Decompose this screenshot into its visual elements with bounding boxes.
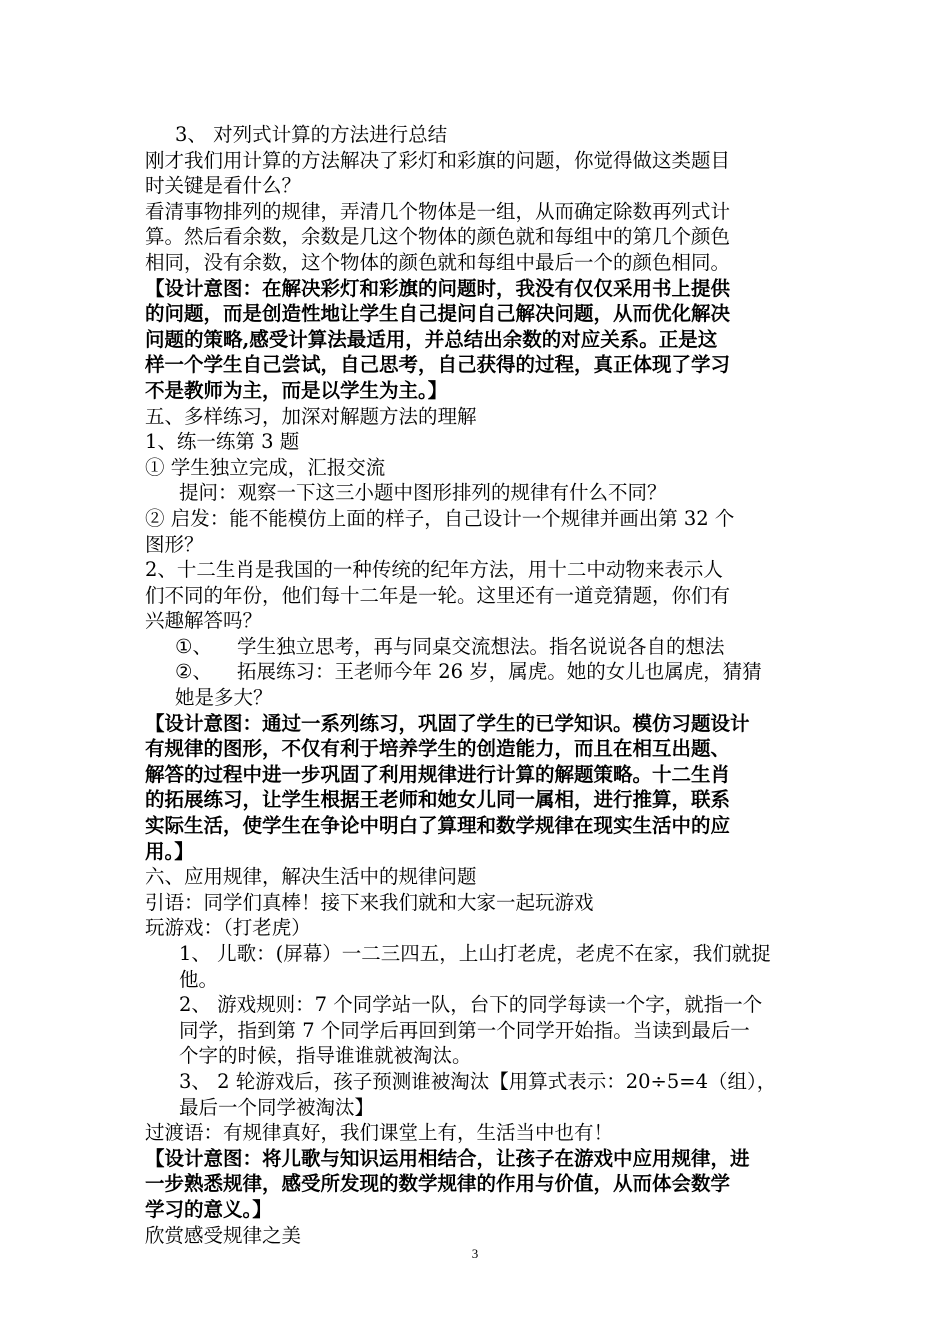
list-item: 1、 儿歌：(屏幕）一二三四五，上山打老虎，老虎不在家，我们就捉 (179, 942, 771, 965)
list-item (145, 634, 815, 660)
list-item: 她是多大？ (175, 686, 273, 710)
design-intent-note: 【设计意图：将儿歌与知识运用相结合，让孩子在游戏中应用规律，进 (145, 1146, 750, 1170)
paragraph: 刚才我们用计算的方法解决了彩灯和彩旗的问题，你觉得做这类题目 (145, 148, 731, 172)
list-item: 最后一个同学被淘汰】 (179, 1095, 375, 1119)
list-item: 兴趣解答吗？ (145, 609, 263, 633)
design-intent-note: 的问题，而是创造性地让学生自己提问自己解决问题，从而优化解决 (145, 302, 731, 326)
list-item: 提问：观察一下这三小题中图形排列的规律有什么不同？ (179, 481, 667, 505)
design-intent-note: 一步熟悉规律，感受所发现的数学规律的作用与价值，从而体会数学 (145, 1172, 731, 1196)
list-marker: ①、 (175, 634, 212, 658)
paragraph: 欣赏感受规律之美 (145, 1223, 302, 1247)
list-item: 他。 (179, 967, 219, 991)
list-item: ① 学生独立完成，汇报交流 (145, 455, 386, 479)
design-intent-note: 实际生活，使学生在争论中明白了算理和数学规律在现实生活中的应 (145, 814, 731, 838)
design-intent-note: 有规律的图形，不仅有利于培养学生的创造能力，而且在相互出题、 (145, 737, 731, 761)
list-text: 拓展练习：王老师今年 26 岁，属虎。她的女儿也属虎，猜猜 (237, 660, 762, 684)
list-item: 们不同的年份，他们每十二年是一轮。这里还有一道竞猜题，你们有 (145, 583, 731, 607)
heading-summary: 3、 对列式计算的方法进行总结 (175, 123, 448, 146)
list-item: 2、十二生肖是我国的一种传统的纪年方法，用十二中动物来表示人 (145, 558, 723, 582)
list-item (145, 659, 815, 685)
design-intent-note: 学习的意义。】 (145, 1197, 272, 1221)
list-item: 个字的时候，指导谁谁就被淘汰。 (179, 1044, 472, 1068)
list-item: 2、 游戏规则：7 个同学站一队，台下的同学每读一个字，就指一个 (179, 993, 763, 1017)
design-intent-note: 问题的策略,感受计算法最适用，并总结出余数的对应关系。正是这 (145, 327, 718, 351)
section-heading: 五、多样练习，加深对解题方法的理解 (145, 404, 477, 428)
design-intent-note: 用。】 (145, 839, 194, 863)
design-intent-note: 解答的过程中进一步巩固了利用规律进行计算的解题策略。十二生肖 (145, 762, 731, 786)
paragraph: 算。然后看余数，余数是几这个物体的颜色就和每组中的第几个颜色 (145, 225, 731, 249)
paragraph: 看清事物排列的规律，弄清几个物体是一组，从而确定除数再列式计 (145, 199, 731, 223)
list-marker: ②、 (175, 660, 212, 684)
paragraph: 引语：同学们真棒！接下来我们就和大家一起玩游戏 (145, 890, 594, 914)
paragraph: 过渡语：有规律真好，我们课堂上有，生活当中也有！ (145, 1121, 614, 1145)
page-body (145, 122, 815, 1248)
list-item: 同学，指到第 7 个同学后再回到第一个同学开始指。当读到最后一 (179, 1018, 750, 1042)
design-intent-note: 不是教师为主，而是以学生为主。】 (145, 378, 448, 402)
design-intent-note: 的拓展练习，让学生根据王老师和她女儿同一属相，进行推算，联系 (145, 788, 731, 812)
list-item: ② 启发：能不能模仿上面的样子，自己设计一个规律并画出第 32 个 (145, 506, 735, 530)
design-intent-note: 【设计意图：通过一系列练习，巩固了学生的已学知识。模仿习题设计 (145, 711, 750, 735)
list-text: 学生独立思考，再与同桌交流想法。指名说说各自的想法 (237, 634, 725, 658)
page-number: 3 (471, 1246, 479, 1261)
paragraph: 相同，没有余数，这个物体的颜色就和每组中最后一个的颜色相同。 (145, 250, 731, 274)
design-intent-note: 样一个学生自己尝试，自己思考，自己获得的过程，真正体现了学习 (145, 353, 731, 377)
section-heading: 六、应用规律，解决生活中的规律问题 (145, 865, 477, 889)
paragraph: 时关键是看什么？ (145, 174, 302, 198)
list-item: 图形？ (145, 532, 204, 556)
list-item: 1、练一练第 3 题 (145, 430, 300, 454)
design-intent-note: 【设计意图：在解决彩灯和彩旗的问题时，我没有仅仅采用书上提供 (145, 276, 731, 300)
list-item: 3、 2 轮游戏后，孩子预测谁被淘汰【用算式表示：20÷5=4（组）， (179, 1069, 777, 1093)
paragraph: 玩游戏：（打老虎） (145, 916, 311, 940)
